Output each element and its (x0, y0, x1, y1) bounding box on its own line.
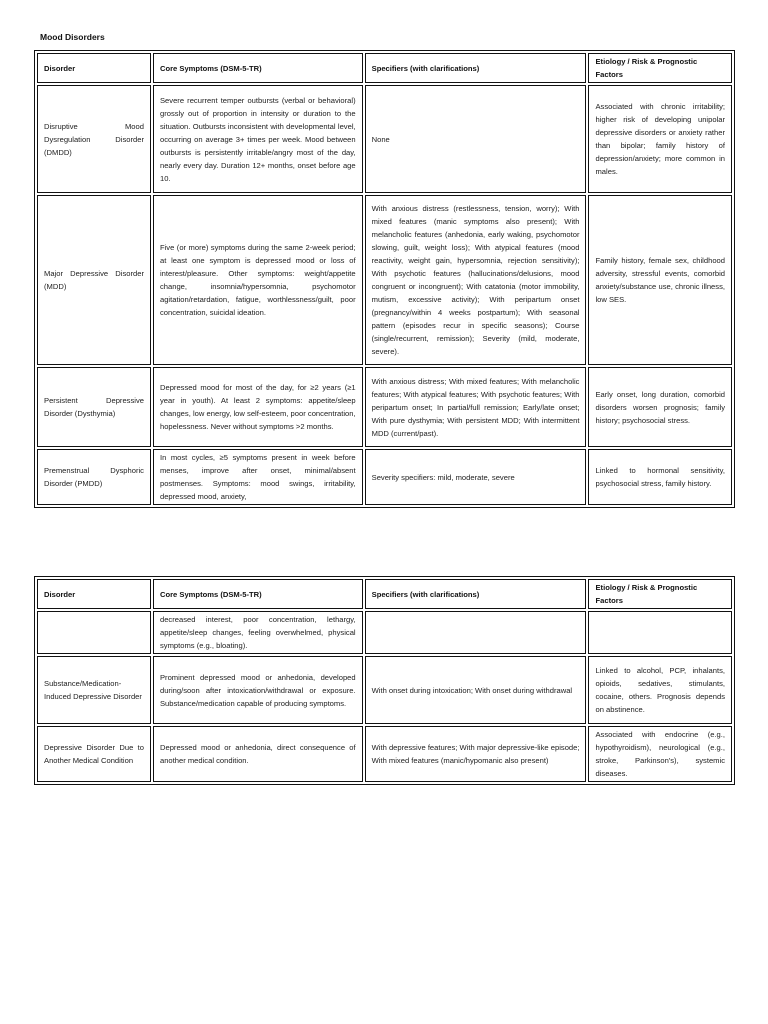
header-core-symptoms: Core Symptoms (DSM-5-TR) (153, 53, 363, 83)
header-specifiers: Specifiers (with clarifications) (365, 53, 587, 83)
mood-disorders-table-1 (34, 50, 735, 508)
cell-disorder: Premenstrual Dysphoric Disorder (PMDD) (37, 449, 151, 505)
cell-etiology (588, 611, 732, 654)
header-etiology: Etiology / Risk & Prognostic Factors (588, 579, 732, 609)
cell-disorder: Major Depressive Disorder (MDD) (37, 195, 151, 365)
cell-disorder: Disruptive Mood Dysregulation Disorder (DMDD) (37, 85, 151, 193)
header-etiology: Etiology / Risk & Prognostic Factors (588, 53, 732, 83)
page-title: Mood Disorders (40, 32, 105, 42)
cell-etiology: Early onset, long duration, comorbid disorders worsen prognosis; family history; psychosocial stress. (588, 367, 732, 447)
table-row (37, 195, 732, 365)
table-row (37, 449, 732, 505)
cell-specifiers: With depressive features; With major depressive-like episode; With mixed features (manic/hypomanic also present) (365, 726, 587, 782)
header-row (37, 53, 732, 83)
cell-specifiers: With anxious distress (restlessness, tension, worry); With mixed features (manic symptoms also present); With melancholic features (anhedonia, early waking, psychomotor slowing, guilt, weight loss); With atypical features (mood reactivity, weight gain, hypersomnia, rejection sensitivity); With psychotic features (hallucinations/delusions, mood congruent or incongruent); With catatonia (motor immobility, mutism, excessive activity); With peripartum onset (pregnancy/within 4 weeks postpartum); With seasonal pattern (episodes recur in specific seasons); Course (single/recurrent, remission); Severity (mild, moderate, severe). (365, 195, 587, 365)
table-row (37, 611, 732, 654)
table-row (37, 726, 732, 782)
header-specifiers: Specifiers (with clarifications) (365, 579, 587, 609)
cell-specifiers: None (365, 85, 587, 193)
cell-symptoms: Prominent depressed mood or anhedonia, developed during/soon after intoxication/withdrawal or exposure. Substance/medication capable of producing symptoms. (153, 656, 363, 724)
cell-etiology: Associated with chronic irritability; higher risk of developing unipolar depressive disorders or anxiety rather than bipolar; family history of depression/anxiety; more common in males. (588, 85, 732, 193)
cell-etiology: Associated with endocrine (e.g., hypothyroidism), neurological (e.g., stroke, Parkinson's), systemic diseases. (588, 726, 732, 782)
cell-disorder: Depressive Disorder Due to Another Medical Condition (37, 726, 151, 782)
header-row (37, 579, 732, 609)
table-row (37, 656, 732, 724)
cell-symptoms: decreased interest, poor concentration, lethargy, appetite/sleep changes, feeling overwhelmed, physical symptoms (e.g., bloating). (153, 611, 363, 654)
cell-symptoms: Depressed mood or anhedonia, direct consequence of another medical condition. (153, 726, 363, 782)
cell-specifiers (365, 611, 587, 654)
cell-etiology: Family history, female sex, childhood adversity, stressful events, comorbid anxiety/substance use, chronic illness, low SES. (588, 195, 732, 365)
header-disorder: Disorder (37, 53, 151, 83)
cell-specifiers: With anxious distress; With mixed features; With melancholic features; With atypical features; With psychotic features; With peripartum onset; In partial/full remission; Early/late onset; With pure dysthymia; With persistent MDD; With intermittent MDD (current/past). (365, 367, 587, 447)
table-row (37, 367, 732, 447)
table-row (37, 85, 732, 193)
cell-specifiers: Severity specifiers: mild, moderate, severe (365, 449, 587, 505)
mood-disorders-table-2 (34, 576, 735, 785)
cell-specifiers: With onset during intoxication; With onset during withdrawal (365, 656, 587, 724)
cell-disorder: Persistent Depressive Disorder (Dysthymia) (37, 367, 151, 447)
cell-etiology: Linked to alcohol, PCP, inhalants, opioids, sedatives, stimulants, cocaine, others. Prognosis depends on abstinence. (588, 656, 732, 724)
cell-symptoms: Depressed mood for most of the day, for ≥2 years (≥1 year in youth). At least 2 symptoms: appetite/sleep changes, low energy, low self-esteem, poor concentration, hopelessness. Never without symptoms >2 months. (153, 367, 363, 447)
cell-etiology: Linked to hormonal sensitivity, psychosocial stress, family history. (588, 449, 732, 505)
cell-symptoms: Five (or more) symptoms during the same 2-week period; at least one symptom is depressed mood or loss of interest/pleasure. Other symptoms: weight/appetite change, insomnia/hypersomnia, psychomotor agitation/retardation, fatigue, worthlessness/guilt, poor concentration, suicidal ideation. (153, 195, 363, 365)
cell-symptoms: Severe recurrent temper outbursts (verbal or behavioral) grossly out of proportion in intensity or duration to the situation. Outbursts inconsistent with developmental level, occurring on average 3+ times per week. Mood between outbursts is persistently irritable/angry most of the day, nearly every day. Duration 12+ months, onset before age 10. (153, 85, 363, 193)
header-core-symptoms: Core Symptoms (DSM-5-TR) (153, 579, 363, 609)
cell-disorder: Substance/Medication-Induced Depressive Disorder (37, 656, 151, 724)
cell-disorder (37, 611, 151, 654)
cell-symptoms: In most cycles, ≥5 symptoms present in week before menses, improve after onset, minimal/absent postmenses. Symptoms: mood swings, irritability, depressed mood, anxiety, (153, 449, 363, 505)
header-disorder: Disorder (37, 579, 151, 609)
